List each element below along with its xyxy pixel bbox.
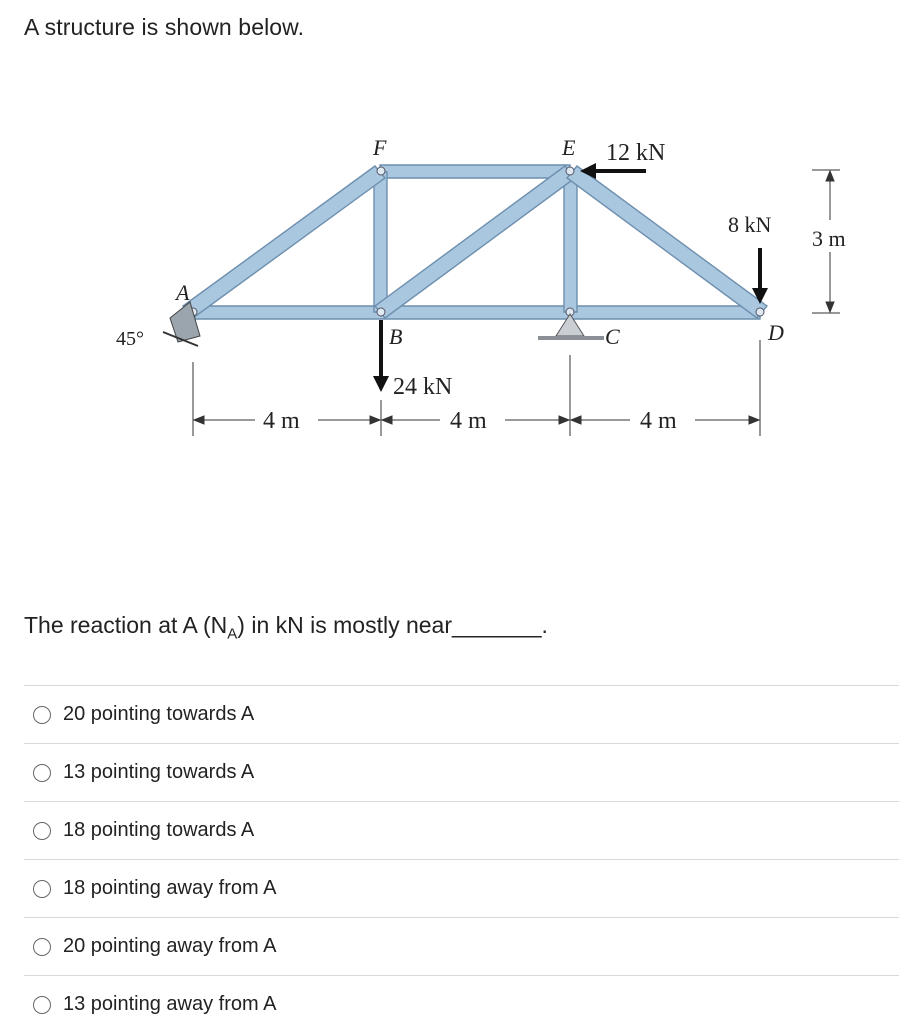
radio-button[interactable] xyxy=(33,938,51,956)
load-label-bottom: 24 kN xyxy=(393,374,453,400)
question-text: The reaction at A $(N_A)$ in kN is mostly near_______. xyxy=(24,612,548,643)
member-be xyxy=(375,166,575,318)
option-label: 18 pointing towards A xyxy=(63,819,255,841)
option-label: 13 pointing towards A xyxy=(63,761,255,783)
option-2[interactable] xyxy=(24,743,899,801)
option-label: 18 pointing away from A xyxy=(63,877,277,899)
option-3[interactable] xyxy=(24,801,899,859)
joint-label-e: E xyxy=(562,135,576,160)
radio-button[interactable] xyxy=(33,764,51,782)
load-label-right: 8 kN xyxy=(728,212,772,237)
option-1[interactable] xyxy=(24,685,899,743)
radio-button[interactable] xyxy=(33,822,51,840)
joint-label-a: A xyxy=(176,280,190,305)
height-label: 3 m xyxy=(812,226,846,251)
span-label-3: 4 m xyxy=(640,408,677,434)
intro-text: A structure is shown below. xyxy=(24,14,305,40)
load-24kn-arrow xyxy=(373,320,389,392)
member-ec xyxy=(564,172,577,312)
joint-label-d: D xyxy=(768,320,784,345)
truss-members xyxy=(183,165,767,319)
load-label-top: 12 kN xyxy=(606,140,666,166)
member-fb xyxy=(374,172,387,312)
member-af xyxy=(183,166,385,318)
radio-button[interactable] xyxy=(33,880,51,898)
span-label-1: 4 m xyxy=(263,408,300,434)
option-label: 20 pointing away from A xyxy=(63,935,277,957)
load-8kn-arrow xyxy=(752,248,768,304)
answer-options xyxy=(24,685,899,1033)
option-label: 13 pointing away from A xyxy=(63,993,277,1015)
radio-button[interactable] xyxy=(33,706,51,724)
member-ed xyxy=(567,166,767,318)
truss-diagram xyxy=(0,120,899,450)
option-5[interactable] xyxy=(24,917,899,975)
joint-label-b: B xyxy=(389,324,403,349)
option-4[interactable] xyxy=(24,859,899,917)
joint-label-f: F xyxy=(373,135,387,160)
joint-label-c: C xyxy=(605,324,620,349)
angle-label: 45° xyxy=(116,328,144,350)
option-label: 20 pointing towards A xyxy=(63,703,255,725)
span-label-2: 4 m xyxy=(450,408,487,434)
member-fe xyxy=(380,165,570,178)
option-6[interactable] xyxy=(24,975,899,1033)
member-ad xyxy=(190,306,760,319)
radio-button[interactable] xyxy=(33,996,51,1014)
